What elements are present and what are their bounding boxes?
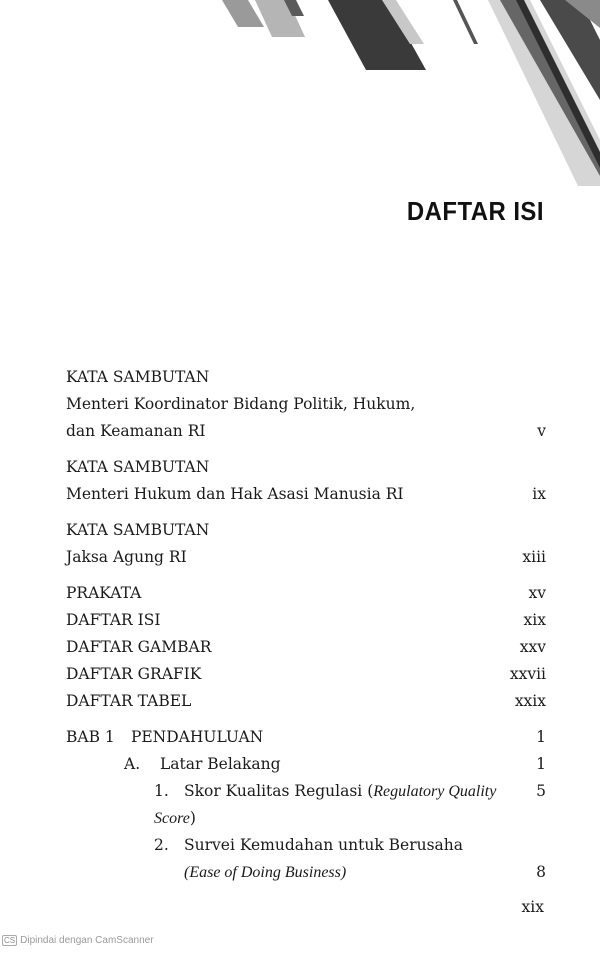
item-number: 1. xyxy=(154,782,169,800)
toc-entry-subtitle: Menteri Hukum dan Hak Asasi Manusia RI xyxy=(66,485,404,503)
toc-section-a[interactable] xyxy=(66,751,546,778)
item-title-close: ) xyxy=(189,809,196,827)
page-heading: DAFTAR ISI xyxy=(406,196,544,226)
item-number: 2. xyxy=(154,836,169,854)
toc-page-number: xxix xyxy=(514,692,546,710)
toc-entry-title: DAFTAR ISI xyxy=(66,611,161,629)
section-title: Latar Belakang xyxy=(159,755,281,773)
toc-entry-prakata[interactable] xyxy=(66,580,546,607)
toc-entry-daftar-grafik[interactable] xyxy=(66,661,546,688)
toc-page-number: xxvii xyxy=(509,665,546,683)
decorative-header-stripes xyxy=(0,0,600,200)
toc-entry-daftar-isi[interactable] xyxy=(66,607,546,634)
toc-page-number: v xyxy=(537,422,546,440)
toc-page-number: ix xyxy=(532,485,546,503)
toc-entry-sambutan-menkopolhukam[interactable] xyxy=(66,364,546,445)
toc-page-number: xix xyxy=(523,611,546,629)
item-title: Skor Kualitas Regulasi ( xyxy=(184,782,374,800)
toc-entry-title: DAFTAR GAMBAR xyxy=(66,638,212,656)
toc-entry-title: PRAKATA xyxy=(66,584,142,602)
toc-item-2[interactable] xyxy=(66,832,546,886)
item-title-italic: (Ease of Doing Business) xyxy=(184,864,347,881)
toc-page-number: 1 xyxy=(536,755,546,773)
toc-item-1[interactable] xyxy=(66,778,546,832)
table-of-contents xyxy=(66,364,546,886)
toc-entry-sambutan-menkumham[interactable] xyxy=(66,454,546,508)
item-title-italic: Regulatory Quality Score xyxy=(154,783,497,827)
toc-page-number: 8 xyxy=(536,863,546,881)
camscanner-icon: CS xyxy=(4,936,16,945)
toc-entry-daftar-gambar[interactable] xyxy=(66,634,546,661)
toc-entry-subtitle: Jaksa Agung RI xyxy=(66,548,187,566)
toc-chapter-1[interactable] xyxy=(66,724,546,751)
toc-entry-title: DAFTAR GRAFIK xyxy=(66,665,202,683)
toc-page-number: xv xyxy=(528,584,546,602)
toc-entry-subtitle: dan Keamanan RI xyxy=(66,422,206,440)
toc-entry-title: KATA SAMBUTAN xyxy=(66,521,210,539)
toc-entry-title: KATA SAMBUTAN xyxy=(66,368,210,386)
toc-entry-sambutan-jaksa-agung[interactable] xyxy=(66,517,546,571)
toc-entry-subtitle: Menteri Koordinator Bidang Politik, Hukum, xyxy=(66,395,416,413)
toc-entry-title: DAFTAR TABEL xyxy=(66,692,192,710)
toc-page-number: 5 xyxy=(536,782,546,800)
toc-page-number: xxv xyxy=(519,638,546,656)
chapter-title: PENDAHULUAN xyxy=(130,728,264,746)
toc-entry-title: KATA SAMBUTAN xyxy=(66,458,210,476)
watermark-text: Dipindai dengan CamScanner xyxy=(20,935,154,946)
scanner-watermark xyxy=(2,935,154,946)
footer-page-number: xix xyxy=(521,898,544,916)
toc-page-number: xiii xyxy=(522,548,546,566)
chapter-label: BAB 1 xyxy=(66,728,115,746)
item-title: Survei Kemudahan untuk Berusaha xyxy=(184,836,464,854)
section-letter: A. xyxy=(124,755,141,773)
toc-entry-daftar-tabel[interactable] xyxy=(66,688,546,715)
toc-page-number: 1 xyxy=(536,728,546,746)
